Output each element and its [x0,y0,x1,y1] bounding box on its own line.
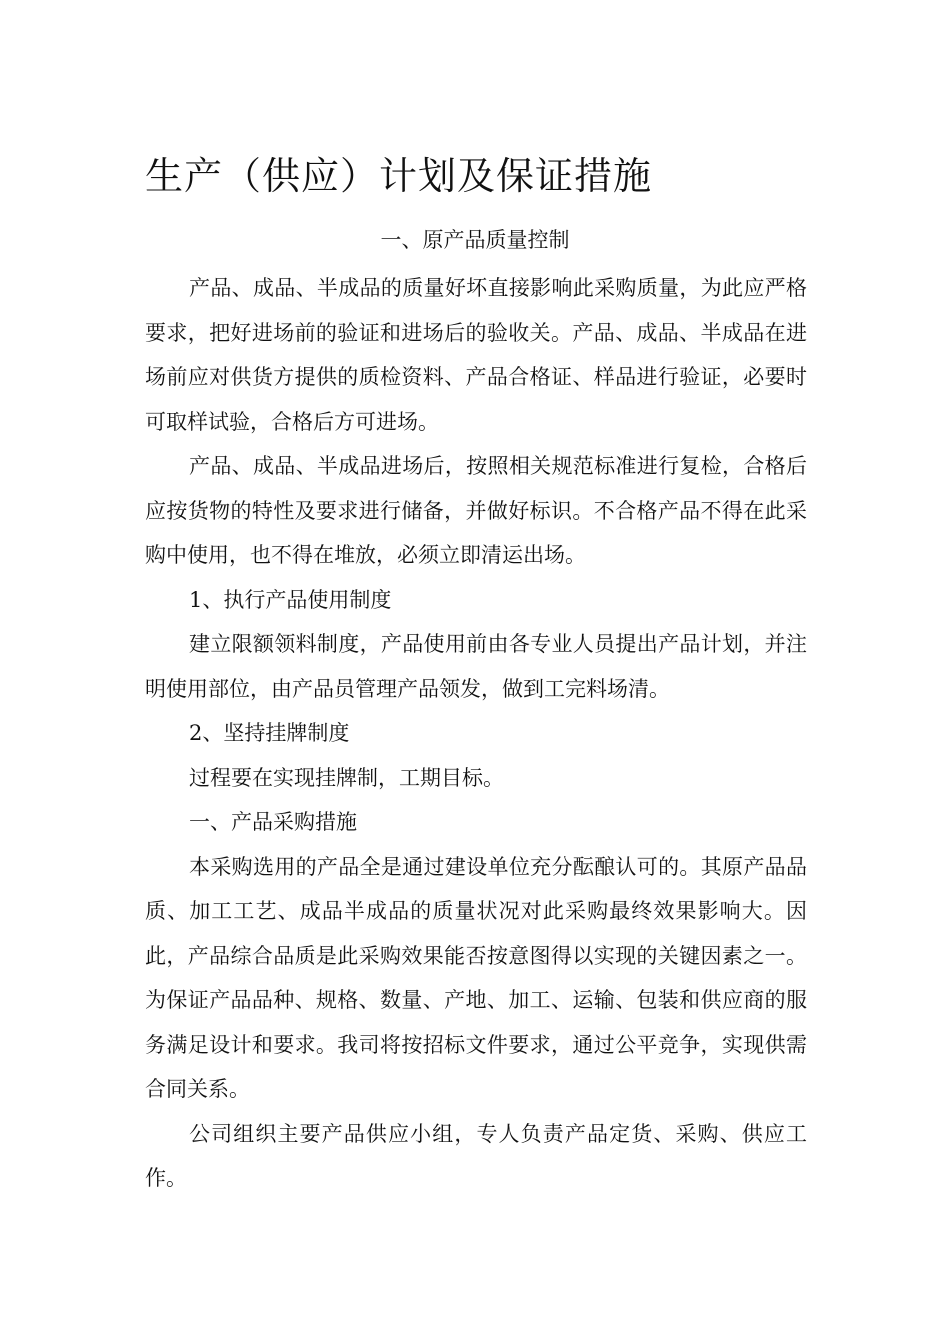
document-title: 生产（供应）计划及保证措施 [145,154,653,198]
paragraph-procurement: 本采购选用的产品全是通过建设单位充分酝酿认可的。其原产品品质、加工工艺、成品半成品的质量状况对此采购最终效果影响大。因此，产品综合品质是此采购效果能否按意图得以实现的关键因素之一。为保证产品品种、规格、数量、产地、加工、运输、包装和供应商的服务满足设计和要求。我司将按招标文件要求，通过公平竞争，实现供需合同关系。 [145,854,807,1101]
subheading-procurement-measures: 一、产品采购措施 [189,810,357,834]
section-heading: 一、原产品质量控制 [380,228,570,252]
paragraph-quota-system: 建立限额领料制度，产品使用前由各专业人员提出产品计划，并注明使用部位，由产品员管理产品领发，做到工完料场清。 [145,632,807,701]
paragraph-recheck: 产品、成品、半成品进场后，按照相关规范标准进行复检，合格后应按货物的特性及要求进行储备，并做好标识。不合格产品不得在此采购中使用，也不得在堆放，必须立即清运出场。 [145,454,807,567]
paragraph-supply-team: 公司组织主要产品供应小组，专人负责产品定货、采购、供应工作。 [145,1121,807,1190]
paragraph-tagging: 过程要在实现挂牌制，工期目标。 [189,765,504,790]
paragraph-quality-impact: 产品、成品、半成品的质量好坏直接影响此采购质量，为此应严格要求，把好进场前的验证和进场后的验收关。产品、成品、半成品在进场前应对供货方提供的质检资料、产品合格证、样品进行验证，必要时可取样试验，合格后方可进场。 [145,276,807,434]
document-body [145,266,807,1201]
subheading-tagging-system: 2、坚持挂牌制度 [189,721,350,745]
subheading-usage-system: 1、执行产品使用制度 [189,587,392,612]
